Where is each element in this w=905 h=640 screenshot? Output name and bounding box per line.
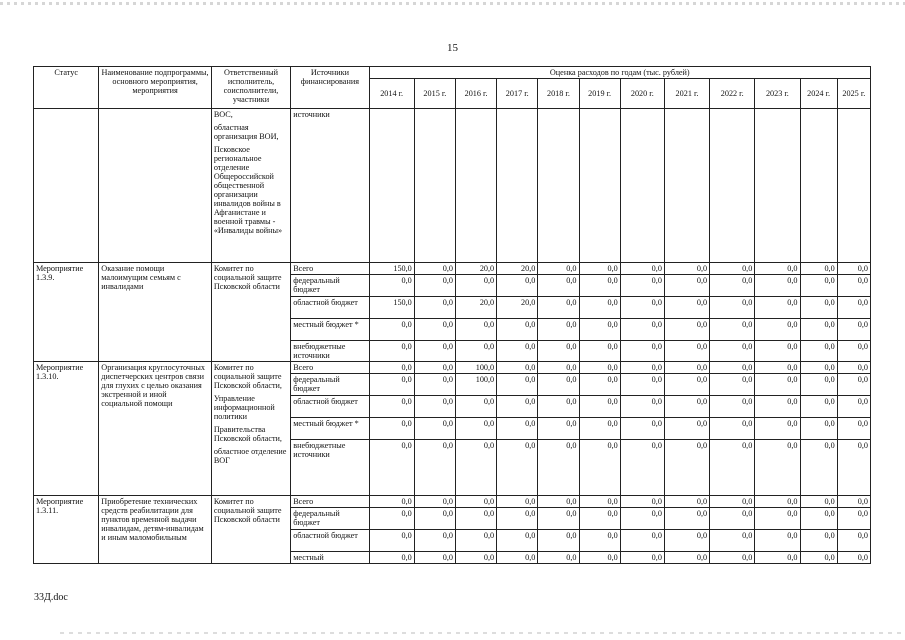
value-cell: 0,0 <box>620 496 664 508</box>
value-cell: 0,0 <box>755 552 800 564</box>
header-year: 2019 г. <box>579 79 620 109</box>
responsible-line: Комитет по социальной защите Псковской области, <box>213 363 282 390</box>
value-cell: 0,0 <box>579 530 620 552</box>
value-cell: 0,0 <box>837 496 870 508</box>
measure-responsible <box>211 263 290 362</box>
header-responsible: Ответственный исполнитель, соисполнители, участники <box>211 67 290 109</box>
header-year: 2017 г. <box>497 79 538 109</box>
value-cell: 0,0 <box>414 440 455 496</box>
value-cell: 0,0 <box>369 374 414 396</box>
header-year: 2018 г. <box>538 79 579 109</box>
value-cell: 0,0 <box>620 319 664 341</box>
value-cell: 0,0 <box>800 275 837 297</box>
value-cell: 0,0 <box>414 275 455 297</box>
value-cell: 0,0 <box>837 362 870 374</box>
measure-responsible <box>211 496 290 564</box>
value-cell: 0,0 <box>620 341 664 362</box>
continuation-name-cell <box>99 109 212 263</box>
value-cell <box>579 109 620 263</box>
value-cell: 0,0 <box>414 496 455 508</box>
value-cell: 0,0 <box>414 362 455 374</box>
value-cell: 0,0 <box>664 341 709 362</box>
value-cell: 0,0 <box>538 552 579 564</box>
value-cell: 100,0 <box>455 362 496 374</box>
value-cell: 0,0 <box>579 319 620 341</box>
value-cell: 0,0 <box>755 362 800 374</box>
value-cell: 0,0 <box>414 552 455 564</box>
value-cell: 0,0 <box>497 440 538 496</box>
funding-source: федеральный бюджет <box>291 374 369 396</box>
value-cell: 0,0 <box>369 496 414 508</box>
value-cell: 0,0 <box>538 319 579 341</box>
funding-source: местный бюджет * <box>291 319 369 341</box>
value-cell: 20,0 <box>455 263 496 275</box>
value-cell <box>837 109 870 263</box>
value-cell: 0,0 <box>837 275 870 297</box>
responsible-line: Псковское региональное отделение Общероссийской общественной организации инвалидов войны в Афганистане и военной травмы - «Инвалиды войны» <box>213 145 283 235</box>
value-cell: 0,0 <box>800 263 837 275</box>
measure-name: Приобретение технических средств реабилитации для пунктов временной выдачи инвалидам, детям-инвалидам и иным маломобильным <box>99 496 212 564</box>
value-cell: 0,0 <box>755 319 800 341</box>
responsible-line: областное отделение ВОГ <box>213 447 287 465</box>
value-cell <box>538 109 579 263</box>
measure-name: Организация круглосуточных диспетчерских центров связи для глухих с целью оказания экстренной и иной социальной помощи <box>99 362 212 496</box>
value-cell <box>755 109 800 263</box>
value-cell: 100,0 <box>455 374 496 396</box>
funding-source: областной бюджет <box>291 530 369 552</box>
value-cell: 0,0 <box>800 530 837 552</box>
value-cell: 0,0 <box>710 508 755 530</box>
value-cell: 0,0 <box>837 552 870 564</box>
value-cell: 0,0 <box>664 418 709 440</box>
funding-source: областной бюджет <box>291 297 369 319</box>
value-cell: 0,0 <box>414 341 455 362</box>
value-cell: 150,0 <box>369 263 414 275</box>
value-cell <box>369 109 414 263</box>
value-cell: 0,0 <box>837 440 870 496</box>
responsible-line: Управление информационной политики <box>213 394 275 421</box>
value-cell: 0,0 <box>664 319 709 341</box>
value-cell: 0,0 <box>579 396 620 418</box>
value-cell: 0,0 <box>538 530 579 552</box>
value-cell: 0,0 <box>455 418 496 440</box>
continuation-responsible <box>211 109 290 263</box>
value-cell: 0,0 <box>664 508 709 530</box>
value-cell: 0,0 <box>710 362 755 374</box>
value-cell: 0,0 <box>579 496 620 508</box>
funding-source: внебюджетные источники <box>291 440 369 496</box>
value-cell <box>664 109 709 263</box>
value-cell <box>414 109 455 263</box>
header-year: 2022 г. <box>710 79 755 109</box>
header-status: Статус <box>34 67 99 109</box>
value-cell: 0,0 <box>497 552 538 564</box>
value-cell: 0,0 <box>620 440 664 496</box>
value-cell: 0,0 <box>755 440 800 496</box>
value-cell: 0,0 <box>664 374 709 396</box>
value-cell: 150,0 <box>369 297 414 319</box>
value-cell: 0,0 <box>455 319 496 341</box>
value-cell: 0,0 <box>800 396 837 418</box>
value-cell: 0,0 <box>710 275 755 297</box>
funding-source: областной бюджет <box>291 396 369 418</box>
value-cell: 0,0 <box>664 440 709 496</box>
value-cell: 0,0 <box>455 440 496 496</box>
value-cell: 0,0 <box>710 319 755 341</box>
value-cell: 0,0 <box>369 341 414 362</box>
value-cell: 0,0 <box>497 362 538 374</box>
value-cell: 0,0 <box>620 374 664 396</box>
footer-filename: 33Д.doc <box>34 592 68 603</box>
value-cell: 0,0 <box>755 508 800 530</box>
value-cell: 0,0 <box>710 496 755 508</box>
value-cell: 0,0 <box>455 508 496 530</box>
value-cell: 0,0 <box>497 418 538 440</box>
value-cell: 0,0 <box>579 508 620 530</box>
value-cell: 0,0 <box>664 530 709 552</box>
value-cell: 0,0 <box>800 341 837 362</box>
header-estimate: Оценка расходов по годам (тыс. рублей) <box>369 67 870 79</box>
measure-status: Мероприятие 1.3.11. <box>34 496 99 564</box>
value-cell: 0,0 <box>664 263 709 275</box>
value-cell: 0,0 <box>800 374 837 396</box>
value-cell: 0,0 <box>620 530 664 552</box>
value-cell <box>710 109 755 263</box>
value-cell: 0,0 <box>710 263 755 275</box>
responsible-line: ВОС, <box>213 110 233 119</box>
value-cell: 0,0 <box>710 396 755 418</box>
value-cell: 0,0 <box>538 362 579 374</box>
value-cell: 0,0 <box>369 396 414 418</box>
value-cell: 0,0 <box>755 418 800 440</box>
value-cell: 0,0 <box>414 374 455 396</box>
value-cell: 0,0 <box>800 319 837 341</box>
funding-source: Всего <box>291 362 369 374</box>
responsible-line: Правительства Псковской области, <box>213 425 282 443</box>
value-cell: 0,0 <box>414 319 455 341</box>
value-cell: 0,0 <box>620 297 664 319</box>
funding-source: местный бюджет * <box>291 418 369 440</box>
header-year: 2020 г. <box>620 79 664 109</box>
value-cell: 0,0 <box>455 275 496 297</box>
value-cell: 0,0 <box>664 496 709 508</box>
continuation-source: источники <box>291 109 369 263</box>
value-cell: 0,0 <box>455 552 496 564</box>
value-cell: 0,0 <box>579 440 620 496</box>
value-cell: 0,0 <box>538 374 579 396</box>
value-cell: 0,0 <box>455 496 496 508</box>
value-cell: 0,0 <box>497 508 538 530</box>
value-cell: 0,0 <box>800 552 837 564</box>
value-cell: 0,0 <box>414 508 455 530</box>
header-sources: Источники финансирования <box>291 67 369 109</box>
table-row <box>34 263 871 275</box>
value-cell: 0,0 <box>538 396 579 418</box>
scan-artifact-bottom <box>60 632 905 634</box>
header-year: 2014 г. <box>369 79 414 109</box>
header-year: 2025 г. <box>837 79 870 109</box>
value-cell: 20,0 <box>497 297 538 319</box>
value-cell: 0,0 <box>837 396 870 418</box>
value-cell: 0,0 <box>369 319 414 341</box>
header-year: 2024 г. <box>800 79 837 109</box>
value-cell: 0,0 <box>497 496 538 508</box>
header-year: 2021 г. <box>664 79 709 109</box>
measure-responsible <box>211 362 290 496</box>
funding-source: федеральный бюджет <box>291 508 369 530</box>
table-row <box>34 496 871 508</box>
value-cell: 0,0 <box>579 374 620 396</box>
responsible-line: Комитет по социальной защите Псковской области <box>213 264 282 291</box>
value-cell: 0,0 <box>710 418 755 440</box>
value-cell: 0,0 <box>755 341 800 362</box>
value-cell: 0,0 <box>579 418 620 440</box>
value-cell <box>800 109 837 263</box>
value-cell: 0,0 <box>579 275 620 297</box>
value-cell: 0,0 <box>664 297 709 319</box>
value-cell: 0,0 <box>755 297 800 319</box>
value-cell: 0,0 <box>455 530 496 552</box>
value-cell: 0,0 <box>710 440 755 496</box>
value-cell: 0,0 <box>837 297 870 319</box>
value-cell: 0,0 <box>710 341 755 362</box>
value-cell: 0,0 <box>538 275 579 297</box>
value-cell: 0,0 <box>538 440 579 496</box>
value-cell: 0,0 <box>579 362 620 374</box>
value-cell: 0,0 <box>620 552 664 564</box>
budget-table <box>33 66 871 564</box>
funding-source: Всего <box>291 263 369 275</box>
value-cell: 0,0 <box>497 396 538 418</box>
value-cell: 0,0 <box>710 552 755 564</box>
value-cell: 0,0 <box>369 552 414 564</box>
value-cell: 0,0 <box>800 496 837 508</box>
value-cell: 0,0 <box>620 275 664 297</box>
value-cell: 0,0 <box>800 440 837 496</box>
value-cell: 0,0 <box>710 530 755 552</box>
value-cell: 0,0 <box>369 418 414 440</box>
value-cell: 20,0 <box>497 263 538 275</box>
value-cell: 0,0 <box>710 297 755 319</box>
value-cell: 0,0 <box>837 319 870 341</box>
value-cell: 0,0 <box>800 362 837 374</box>
value-cell: 0,0 <box>538 508 579 530</box>
funding-source: внебюджетные источники <box>291 341 369 362</box>
value-cell: 0,0 <box>664 396 709 418</box>
header-year: 2023 г. <box>755 79 800 109</box>
value-cell: 0,0 <box>579 297 620 319</box>
value-cell: 20,0 <box>455 297 496 319</box>
measure-name: Оказание помощи малоимущим семьям с инвалидами <box>99 263 212 362</box>
value-cell: 0,0 <box>538 263 579 275</box>
funding-source: местный <box>291 552 369 564</box>
value-cell: 0,0 <box>497 530 538 552</box>
value-cell: 0,0 <box>800 418 837 440</box>
continuation-status-cell <box>34 109 99 263</box>
value-cell: 0,0 <box>837 263 870 275</box>
value-cell: 0,0 <box>664 552 709 564</box>
value-cell: 0,0 <box>369 508 414 530</box>
responsible-line: Комитет по социальной защите Псковской области <box>213 497 282 524</box>
value-cell: 0,0 <box>800 297 837 319</box>
value-cell: 0,0 <box>538 341 579 362</box>
value-cell: 0,0 <box>414 530 455 552</box>
value-cell: 0,0 <box>755 530 800 552</box>
funding-source: федеральный бюджет <box>291 275 369 297</box>
value-cell: 0,0 <box>369 530 414 552</box>
value-cell: 0,0 <box>664 275 709 297</box>
value-cell: 0,0 <box>579 552 620 564</box>
value-cell: 0,0 <box>755 496 800 508</box>
value-cell: 0,0 <box>664 362 709 374</box>
value-cell: 0,0 <box>800 508 837 530</box>
value-cell: 0,0 <box>497 374 538 396</box>
value-cell: 0,0 <box>538 418 579 440</box>
value-cell: 0,0 <box>755 263 800 275</box>
value-cell: 0,0 <box>755 275 800 297</box>
value-cell: 0,0 <box>538 297 579 319</box>
value-cell <box>497 109 538 263</box>
value-cell: 0,0 <box>538 496 579 508</box>
measure-status: Мероприятие 1.3.9. <box>34 263 99 362</box>
value-cell: 0,0 <box>414 297 455 319</box>
value-cell: 0,0 <box>837 530 870 552</box>
value-cell: 0,0 <box>620 418 664 440</box>
value-cell: 0,0 <box>414 396 455 418</box>
measure-status: Мероприятие 1.3.10. <box>34 362 99 496</box>
value-cell: 0,0 <box>455 396 496 418</box>
value-cell <box>620 109 664 263</box>
responsible-line: областная организация ВОИ, <box>213 123 279 141</box>
value-cell: 0,0 <box>497 275 538 297</box>
value-cell: 0,0 <box>620 362 664 374</box>
value-cell: 0,0 <box>497 341 538 362</box>
scan-artifact-top <box>0 2 905 5</box>
value-cell: 0,0 <box>837 418 870 440</box>
value-cell: 0,0 <box>755 396 800 418</box>
header-year: 2015 г. <box>414 79 455 109</box>
value-cell: 0,0 <box>579 341 620 362</box>
value-cell: 0,0 <box>620 263 664 275</box>
page-number: 15 <box>447 42 458 54</box>
value-cell <box>455 109 496 263</box>
value-cell: 0,0 <box>369 275 414 297</box>
value-cell: 0,0 <box>497 319 538 341</box>
value-cell: 0,0 <box>579 263 620 275</box>
header-name: Наименование подпрограммы, основного мероприятия, мероприятия <box>99 67 212 109</box>
table-row <box>34 362 871 374</box>
value-cell: 0,0 <box>369 440 414 496</box>
value-cell: 0,0 <box>837 341 870 362</box>
value-cell: 0,0 <box>455 341 496 362</box>
value-cell: 0,0 <box>620 396 664 418</box>
value-cell: 0,0 <box>414 263 455 275</box>
value-cell: 0,0 <box>837 374 870 396</box>
value-cell: 0,0 <box>620 508 664 530</box>
value-cell: 0,0 <box>369 362 414 374</box>
value-cell: 0,0 <box>755 374 800 396</box>
funding-source: Всего <box>291 496 369 508</box>
value-cell: 0,0 <box>414 418 455 440</box>
value-cell: 0,0 <box>837 508 870 530</box>
value-cell: 0,0 <box>710 374 755 396</box>
header-year: 2016 г. <box>455 79 496 109</box>
